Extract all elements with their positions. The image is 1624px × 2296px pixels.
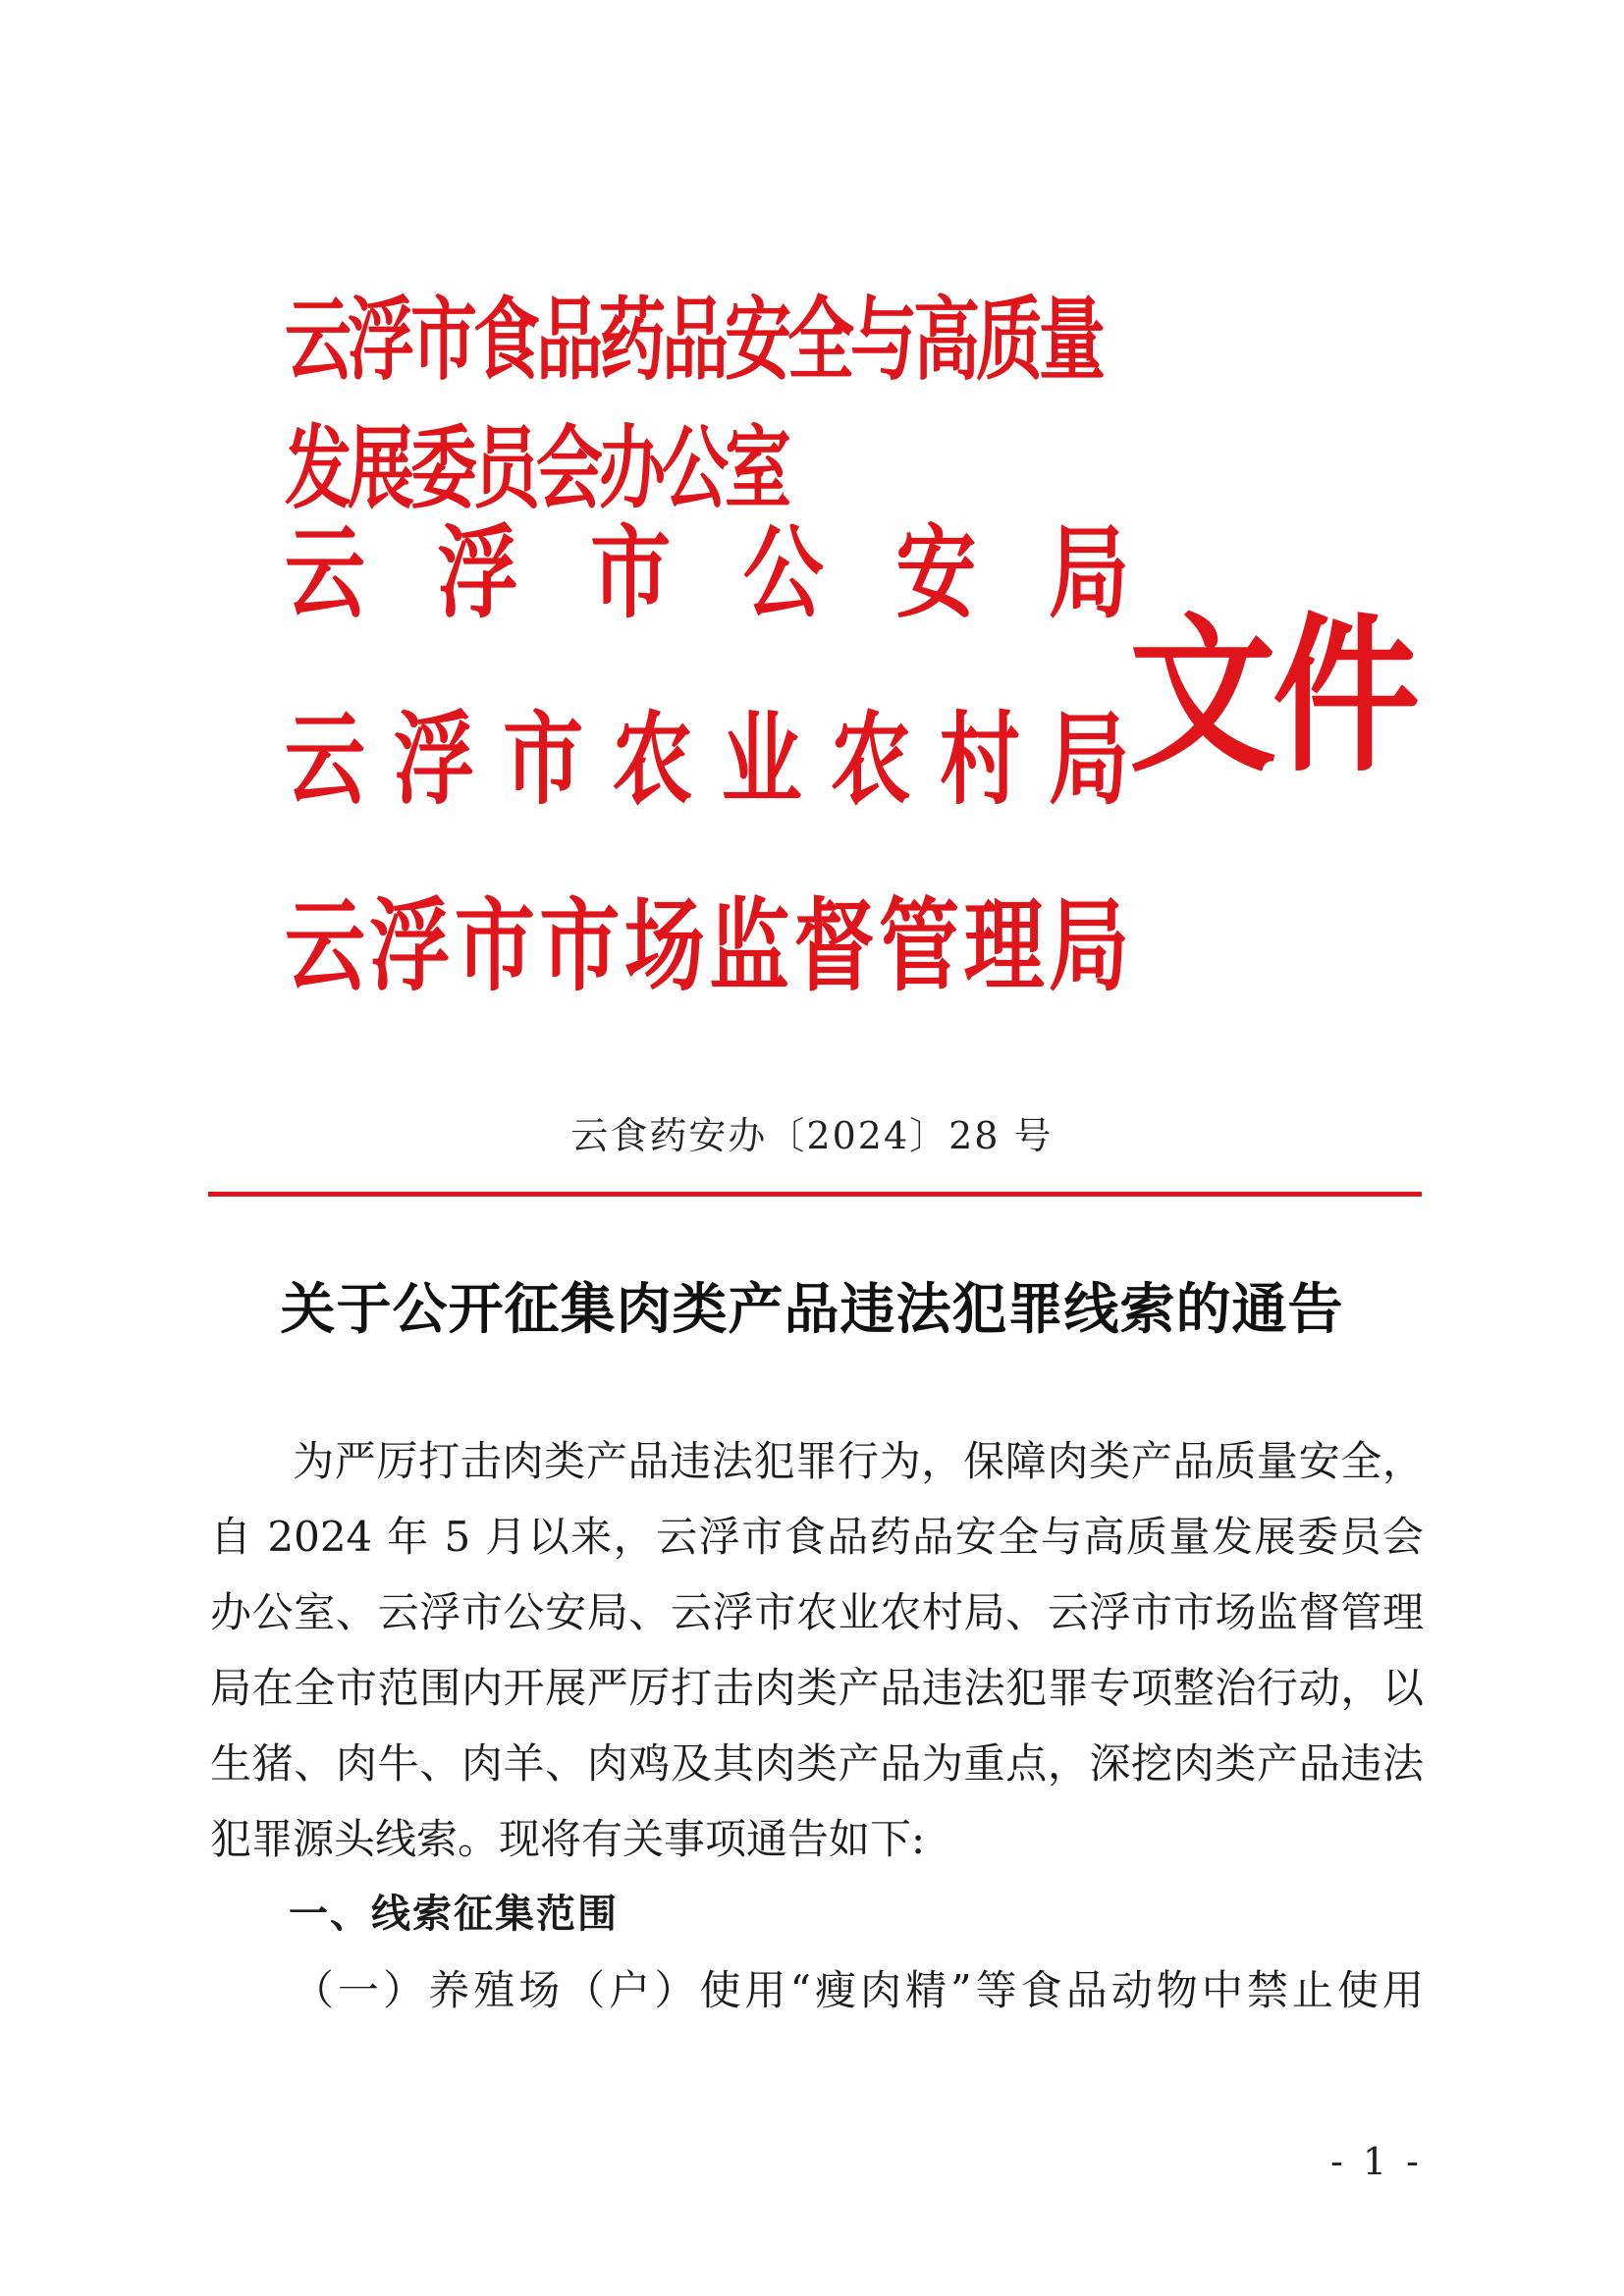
notice-title: 关于公开征集肉类产品违法犯罪线索的通告 — [280, 1277, 1344, 1342]
issuer-market-regulation-bureau — [285, 821, 1129, 1054]
page-number: - 1 - — [1329, 2140, 1423, 2183]
issuer-character: 市 — [590, 513, 672, 632]
issuer-food-drug-office: 云浮市食品药品安全与高质量发展委员会办公室 — [285, 287, 1103, 522]
issuer-character: 浮 — [437, 513, 518, 632]
issuer-character: 浮 — [369, 886, 451, 1005]
issuer-character: 农 — [830, 700, 911, 819]
issuer-character: 公 — [742, 513, 824, 632]
issuer-character: 理 — [963, 886, 1045, 1005]
issuer-character: 市 — [503, 700, 584, 819]
document-number: 云食药安办〔2024〕28 号 — [570, 1114, 1054, 1157]
issuer-character: 村 — [939, 700, 1020, 819]
issuer-character: 业 — [721, 700, 802, 819]
issuer-character: 安 — [895, 513, 977, 632]
item-1-paragraph: （一）养殖场（户）使用“瘦肉精”等食品动物中禁止使用 — [293, 1966, 1424, 2014]
issuer-block — [285, 287, 1129, 1031]
issuer-character: 管 — [879, 886, 960, 1005]
issuer-character: 市 — [539, 886, 621, 1005]
section-heading-scope: 一、线索征集范围 — [289, 1892, 619, 1937]
issuer-character: 局 — [1048, 513, 1129, 632]
issuer-character: 督 — [793, 886, 875, 1005]
issuer-character: 农 — [612, 700, 693, 819]
issuer-character: 场 — [623, 886, 705, 1005]
issuer-character: 监 — [709, 886, 790, 1005]
issuer-character: 云 — [285, 513, 366, 632]
issuer-character: 云 — [285, 886, 366, 1005]
red-divider — [208, 1192, 1422, 1197]
issuer-character: 局 — [1048, 700, 1129, 819]
issuer-character: 浮 — [394, 700, 475, 819]
issuer-character: 市 — [454, 886, 535, 1005]
issuer-character: 局 — [1048, 886, 1129, 1005]
issuer-character: 云 — [285, 700, 366, 819]
intro-paragraph: 为严厉打击肉类产品违法犯罪行为，保障肉类产品质量安全，自 2024 年 5 月以来，云浮市食品药品安全与高质量发展委员会办公室、云浮市公安局、云浮市农业农村局、云浮市市场监督管理局在全市范围内开展严厉打击肉类产品违法犯罪专项整治行动，以生猪、肉牛、肉羊、肉鸡及其肉类产品为重点，深挖肉类产品违法犯罪源头线索。现将有关事项通告如下: — [210, 1437, 1424, 1863]
document-word: 文件 — [1129, 596, 1417, 796]
notice-body — [210, 1423, 1424, 2028]
